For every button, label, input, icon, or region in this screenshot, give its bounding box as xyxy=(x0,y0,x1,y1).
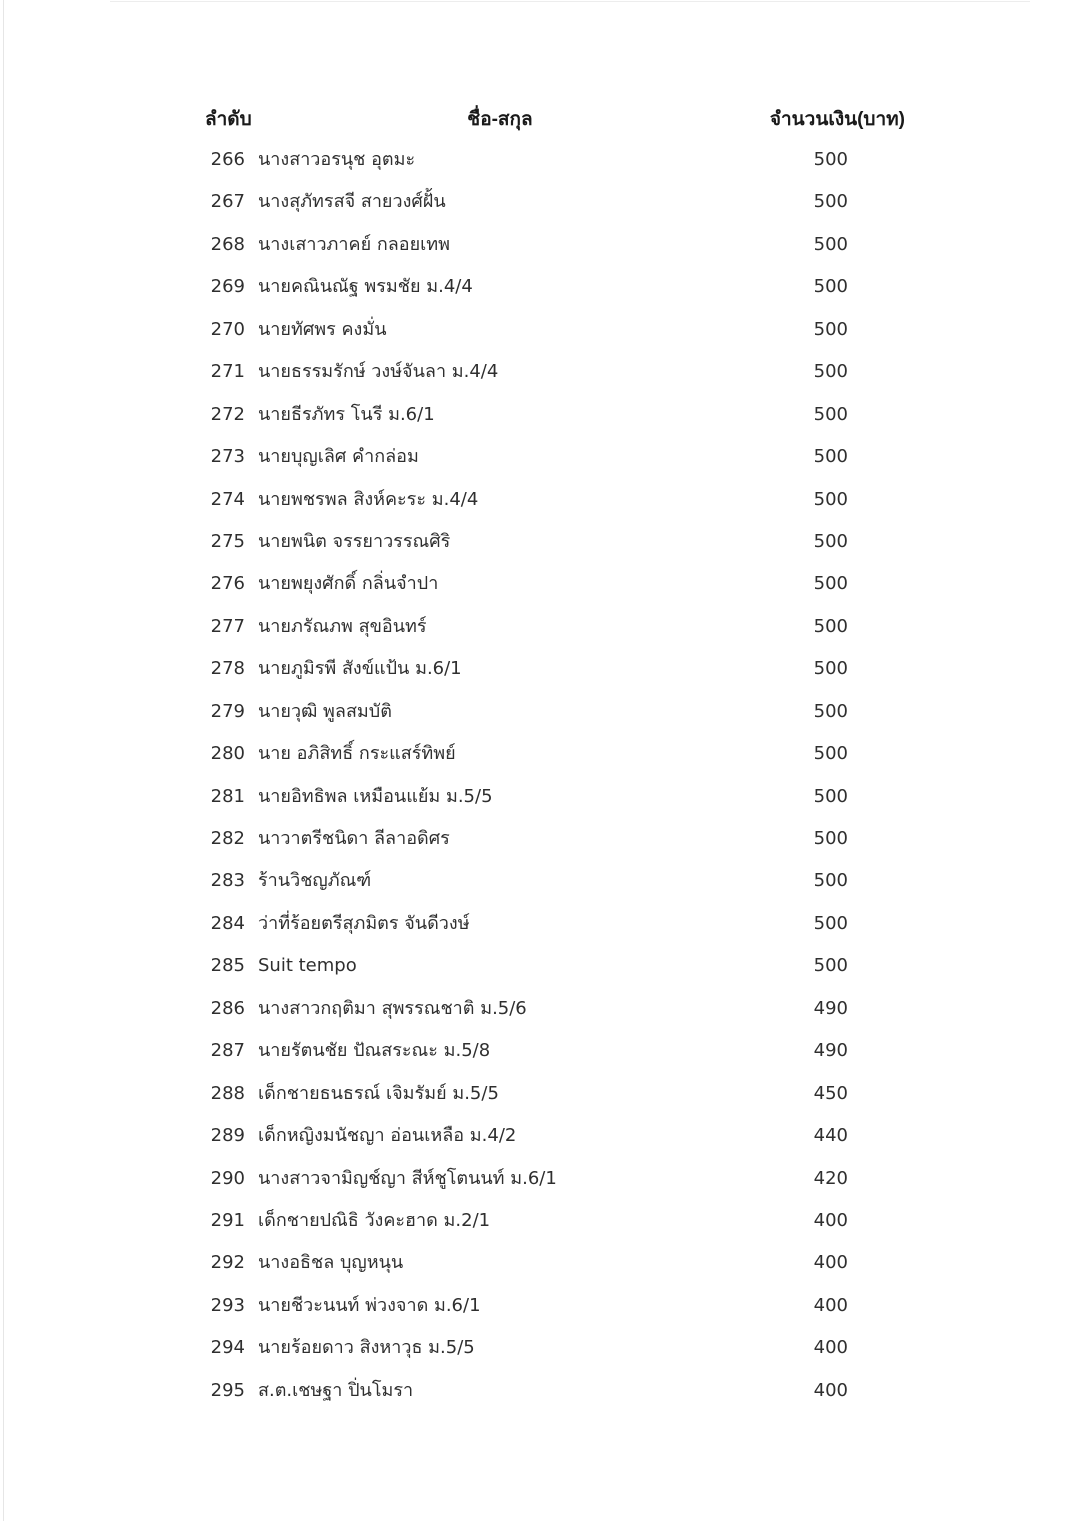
row-number: 272 xyxy=(210,403,245,425)
scan-edge-top xyxy=(110,1,1030,2)
row-name: นายชีวะนนท์ พ่วงจาด ม.6/1 xyxy=(258,1294,481,1316)
row-number: 266 xyxy=(210,149,245,170)
table-row xyxy=(0,648,1076,690)
row-amount: 500 xyxy=(813,191,848,213)
row-amount: 500 xyxy=(813,658,848,680)
row-amount: 450 xyxy=(813,1082,848,1104)
row-amount: 500 xyxy=(813,828,848,849)
table-row xyxy=(0,1115,1076,1157)
row-number: 291 xyxy=(210,1209,245,1231)
row-amount: 500 xyxy=(813,276,848,298)
row-amount: 490 xyxy=(813,1040,848,1062)
row-number: 275 xyxy=(210,530,245,552)
table-row xyxy=(0,1200,1076,1242)
row-name: นายภูมิรพี สังข์แป้น ม.6/1 xyxy=(258,658,462,680)
row-number: 295 xyxy=(210,1379,245,1401)
row-amount: 500 xyxy=(813,785,848,807)
table-row xyxy=(0,1327,1076,1369)
row-amount: 500 xyxy=(813,149,848,170)
row-number: 286 xyxy=(210,997,245,1019)
row-amount: 500 xyxy=(813,870,848,892)
row-name: นายรัตนชัย ปัณสระณะ ม.5/8 xyxy=(258,1040,491,1062)
row-name: เด็กชายปณิธิ วังคะฮาด ม.2/1 xyxy=(258,1209,491,1231)
table-row xyxy=(0,606,1076,648)
row-name: นางสาวอรนุช อุตมะ xyxy=(258,149,416,170)
donor-table-body xyxy=(0,139,1076,1412)
row-amount: 400 xyxy=(813,1379,848,1401)
table-row xyxy=(0,224,1076,266)
row-name: นายพชรพล สิงห์คะระ ม.4/4 xyxy=(258,488,479,510)
row-number: 284 xyxy=(210,912,245,934)
row-amount: 400 xyxy=(813,1337,848,1359)
row-name: นางสุภัทรสจี สายวงศ์ฝั้น xyxy=(258,191,446,213)
row-name: นางเสาวภาคย์ กลอยเทพ xyxy=(258,233,451,255)
row-number: 290 xyxy=(210,1167,245,1189)
table-row xyxy=(0,1370,1076,1412)
row-name: เด็กหญิงมนัชญา อ่อนเหลือ ม.4/2 xyxy=(258,1125,517,1147)
table-row xyxy=(0,1285,1076,1327)
table-row xyxy=(0,479,1076,521)
row-name: เด็กชายธนธรณ์ เจิมรัมย์ ม.5/5 xyxy=(258,1082,499,1104)
row-number: 268 xyxy=(210,233,245,255)
row-number: 280 xyxy=(210,743,245,765)
row-amount: 500 xyxy=(813,361,848,383)
row-amount: 400 xyxy=(813,1252,848,1274)
row-number: 273 xyxy=(210,446,245,468)
row-name: นาย อภิสิทธิ์ กระแสร์ทิพย์ xyxy=(258,743,456,765)
table-row xyxy=(0,988,1076,1030)
row-amount: 500 xyxy=(813,318,848,340)
row-amount: 500 xyxy=(813,403,848,425)
row-number: 271 xyxy=(210,361,245,383)
row-number: 285 xyxy=(210,955,245,977)
table-row xyxy=(0,1030,1076,1072)
row-number: 279 xyxy=(210,700,245,722)
row-amount: 420 xyxy=(813,1167,848,1189)
table-row xyxy=(0,563,1076,605)
row-number: 293 xyxy=(210,1294,245,1316)
table-row xyxy=(0,1073,1076,1115)
table-row xyxy=(0,394,1076,436)
row-number: 288 xyxy=(210,1082,245,1104)
table-row xyxy=(0,351,1076,393)
table-row xyxy=(0,139,1076,181)
row-name: นางสาวจามิญช์ญา สีห์ชูโตนนท์ ม.6/1 xyxy=(258,1167,557,1189)
row-amount: 500 xyxy=(813,233,848,255)
row-number: 269 xyxy=(210,276,245,298)
row-amount: 500 xyxy=(813,530,848,552)
table-row xyxy=(0,181,1076,223)
row-number: 276 xyxy=(210,573,245,595)
row-number: 270 xyxy=(210,318,245,340)
row-name: นายพยุงศักดิ์ กลิ่นจำปา xyxy=(258,573,439,595)
column-header-name: ชื่อ-สกุล xyxy=(467,109,533,130)
row-name: นาวาตรีชนิดา ลีลาอดิศร xyxy=(258,828,450,849)
row-name: นายธีรภัทร โนรี ม.6/1 xyxy=(258,403,435,425)
row-amount: 500 xyxy=(813,743,848,765)
row-number: 281 xyxy=(210,785,245,807)
row-name: นายวุฒิ พูลสมบัติ xyxy=(258,700,392,722)
row-number: 292 xyxy=(210,1252,245,1274)
table-row xyxy=(0,903,1076,945)
column-header-amount: จำนวนเงิน(บาท) xyxy=(769,109,905,130)
row-amount: 500 xyxy=(813,700,848,722)
row-name: นายธรรมรักษ์ วงษ์จันลา ม.4/4 xyxy=(258,361,499,383)
column-header-no: ลำดับ xyxy=(205,109,252,130)
table-header xyxy=(0,100,1076,134)
row-number: 283 xyxy=(210,870,245,892)
row-name: ร้านวิชญภัณฑ์ xyxy=(258,870,372,892)
row-name: นายคณินณัฐ พรมชัย ม.4/4 xyxy=(258,276,473,298)
row-number: 278 xyxy=(210,658,245,680)
table-row xyxy=(0,436,1076,478)
table-row xyxy=(0,266,1076,308)
row-number: 282 xyxy=(210,828,245,849)
row-amount: 400 xyxy=(813,1209,848,1231)
row-number: 274 xyxy=(210,488,245,510)
row-amount: 500 xyxy=(813,488,848,510)
row-name: นางสาวกฤติมา สุพรรณชาติ ม.5/6 xyxy=(258,997,527,1019)
table-row xyxy=(0,1242,1076,1284)
row-number: 267 xyxy=(210,191,245,213)
row-amount: 400 xyxy=(813,1294,848,1316)
row-amount: 500 xyxy=(813,573,848,595)
row-name: นายร้อยดาว สิงหาวุธ ม.5/5 xyxy=(258,1337,475,1359)
row-name: ว่าที่ร้อยตรีสุภมิตร จันดีวงษ์ xyxy=(258,912,470,934)
row-number: 287 xyxy=(210,1040,245,1062)
row-amount: 440 xyxy=(813,1125,848,1147)
row-name: นายอิทธิพล เหมือนแย้ม ม.5/5 xyxy=(258,785,493,807)
table-row xyxy=(0,309,1076,351)
row-amount: 500 xyxy=(813,912,848,934)
row-amount: 490 xyxy=(813,997,848,1019)
row-number: 277 xyxy=(210,615,245,637)
row-amount: 500 xyxy=(813,446,848,468)
row-number: 289 xyxy=(210,1125,245,1147)
table-row xyxy=(0,818,1076,860)
table-row xyxy=(0,776,1076,818)
table-row xyxy=(0,733,1076,775)
row-name: ส.ต.เชษฐา ปิ่นโมรา xyxy=(258,1379,414,1401)
row-name: Suit tempo xyxy=(258,955,357,977)
table-row xyxy=(0,521,1076,563)
row-name: นายทัศพร คงมั่น xyxy=(258,318,387,340)
row-number: 294 xyxy=(210,1337,245,1359)
row-name: นายภรัณภพ สุขอินทร์ xyxy=(258,615,427,637)
row-amount: 500 xyxy=(813,615,848,637)
table-row xyxy=(0,1158,1076,1200)
row-name: นายบุญเลิศ คำกล่อม xyxy=(258,446,419,468)
row-amount: 500 xyxy=(813,955,848,977)
row-name: นายพนิต จรรยาวรรณศิริ xyxy=(258,530,451,552)
row-name: นางอธิชล บุญหนุน xyxy=(258,1252,404,1274)
table-row xyxy=(0,945,1076,987)
table-row xyxy=(0,860,1076,902)
table-row xyxy=(0,691,1076,733)
